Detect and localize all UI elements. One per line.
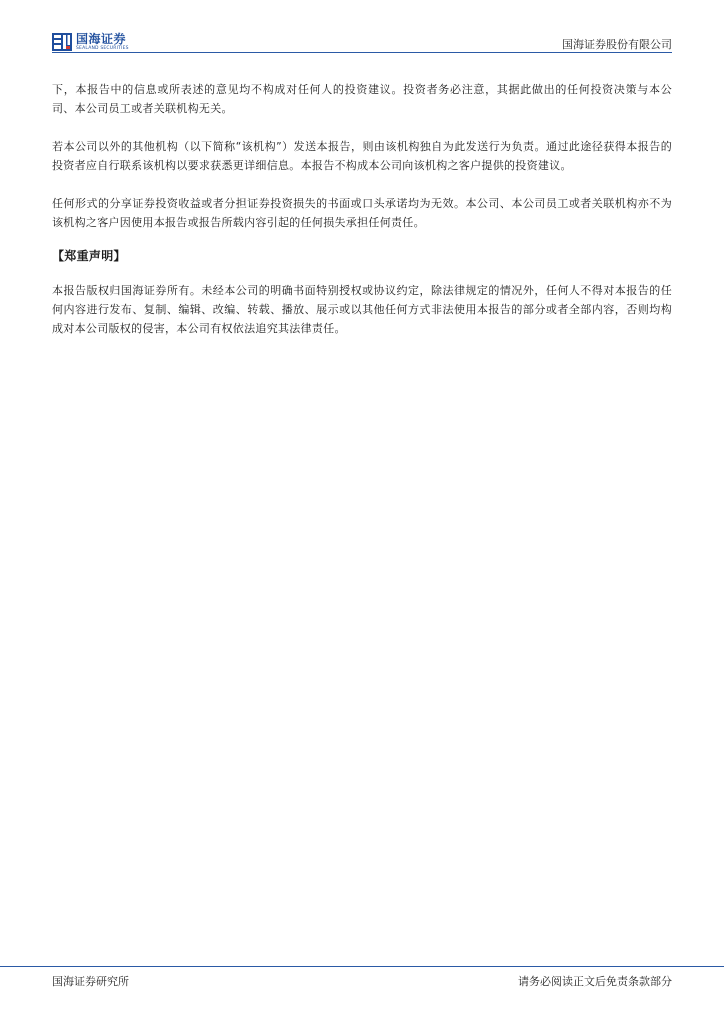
logo-text [76,33,129,52]
footer-institute: 国海证券研究所 [52,975,129,988]
paragraph: 下，本报告中的信息或所表述的意见均不构成对任何人的投资建议。投资者务必注意，其据此做出的任何投资决策与本公司、本公司员工或者关联机构无关。 [52,83,672,115]
page-header [52,30,672,54]
sealand-logo-icon [52,32,72,52]
logo-text-cn: 国海证券 [76,31,127,46]
section-title: 【郑重声明】 [52,249,126,263]
paragraph: 任何形式的分享证券投资收益或者分担证券投资损失的书面或口头承诺均为无效。本公司、本公司员工或者关联机构亦不为该机构之客户因使用本报告或报告所载内容引起的任何损失承担任何责任。 [52,197,672,229]
paragraph: 若本公司以外的其他机构（以下简称“该机构”）发送本报告，则由该机构独自为此发送行为负责。通过此途径获得本报告的投资者应自行联系该机构以要求获悉更详细信息。本报告不构成本公司向该机构之客户提供的投资建议。 [52,140,672,172]
header-divider [52,52,672,53]
footer-divider [0,966,724,967]
company-logo [52,32,129,52]
logo-text-en: SEALAND SECURITIES [76,45,129,51]
disclaimer-body [52,80,672,357]
footer-notice: 请务必阅读正文后免责条款部分 [518,975,672,988]
paragraph: 本报告版权归国海证券所有。未经本公司的明确书面特别授权或协议约定，除法律规定的情况外，任何人不得对本报告的任何内容进行发布、复制、编辑、改编、转载、播放、展示或以其他任何方式非法使用本报告的部分或者全部内容，否则均构成对本公司版权的侵害，本公司有权依法追究其法律责任。 [52,284,672,335]
company-name: 国海证券股份有限公司 [562,38,672,51]
